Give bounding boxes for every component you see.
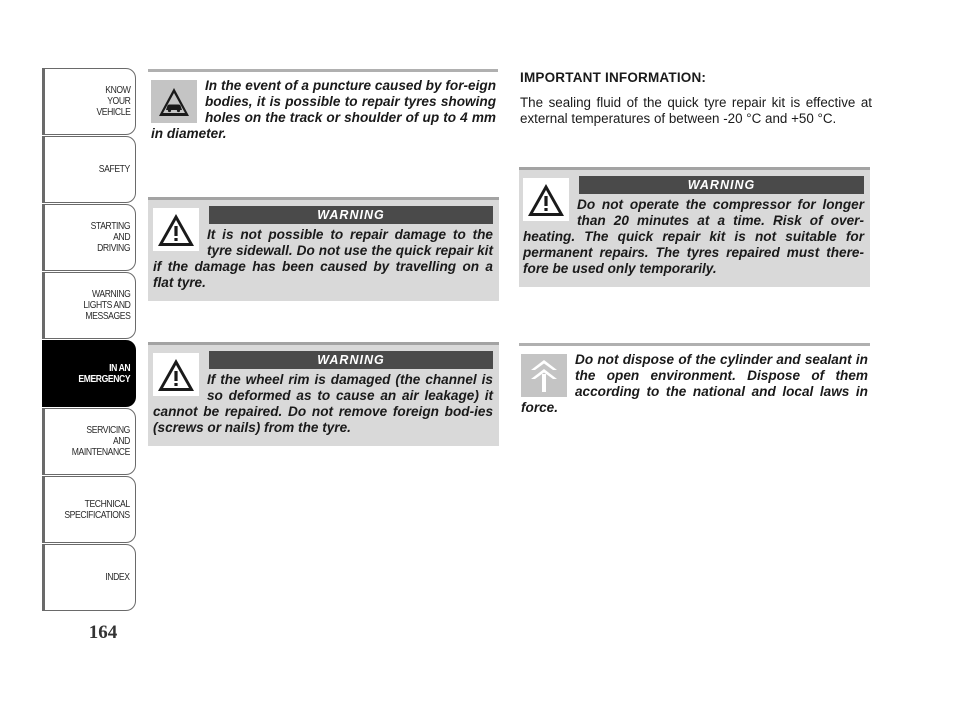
car-on-road-icon	[151, 80, 197, 123]
puncture-note-text: In the event of a puncture caused by for-eign bodies, it is possible to repair tyres showing holes on the track or shoulder of up to 4 mm in diameter.	[151, 78, 496, 141]
page-number: 164	[88, 622, 118, 643]
important-information	[520, 70, 872, 127]
warning-triangle-icon	[523, 178, 569, 221]
warning-compressor	[519, 167, 870, 287]
tab-technical-specifications[interactable]: TECHNICAL SPECIFICATIONS	[42, 476, 136, 543]
chapter-tabs	[42, 68, 136, 612]
environment-note	[519, 343, 870, 423]
tab-index[interactable]: INDEX	[42, 544, 136, 611]
warning-sidewall	[148, 197, 499, 301]
warning-heading: WARNING	[209, 206, 493, 224]
puncture-note	[148, 69, 498, 149]
tab-servicing-and-maintenance[interactable]: SERVICING AND MAINTENANCE	[42, 408, 136, 475]
tab-know-your-vehicle[interactable]: KNOW YOUR VEHICLE	[42, 68, 136, 135]
warning-heading: WARNING	[209, 351, 493, 369]
tab-in-an-emergency[interactable]: IN AN EMERGENCY	[42, 340, 136, 407]
tab-safety[interactable]: SAFETY	[42, 136, 136, 203]
important-information-text: The sealing fluid of the quick tyre repair kit is effective at external temperatures of between -20 °C and +50 °C.	[520, 95, 872, 126]
warning-sidewall-text: It is not possible to repair damage to the tyre sidewall. Do not use the quick repair kit if the damage has been caused by travelling on a flat tyre.	[153, 227, 493, 290]
warning-compressor-text: Do not operate the compressor for longer than 20 minutes at a time. Risk of over-heating. The quick repair kit is not suitable for permanent repairs. The tyres repaired must there-fore be used only temporarily.	[523, 197, 864, 276]
tab-starting-and-driving[interactable]: STARTING AND DRIVING	[42, 204, 136, 271]
environment-note-text: Do not dispose of the cylinder and sealant in the open environment. Dispose of them according to the national and local laws in force.	[521, 352, 868, 415]
warning-rim	[148, 342, 499, 446]
tab-warning-lights-and-messages[interactable]: WARNING LIGHTS AND MESSAGES	[42, 272, 136, 339]
warning-rim-text: If the wheel rim is damaged (the channel is so deformed as to cause an air leakage) it cannot be repaired. Do not remove foreign bod-ies (screws or nails) from the tyre.	[153, 372, 493, 435]
important-information-heading: IMPORTANT INFORMATION:	[520, 70, 707, 85]
environment-arrow-icon	[521, 354, 567, 397]
warning-heading: WARNING	[579, 176, 864, 194]
warning-triangle-icon	[153, 353, 199, 396]
warning-triangle-icon	[153, 208, 199, 251]
